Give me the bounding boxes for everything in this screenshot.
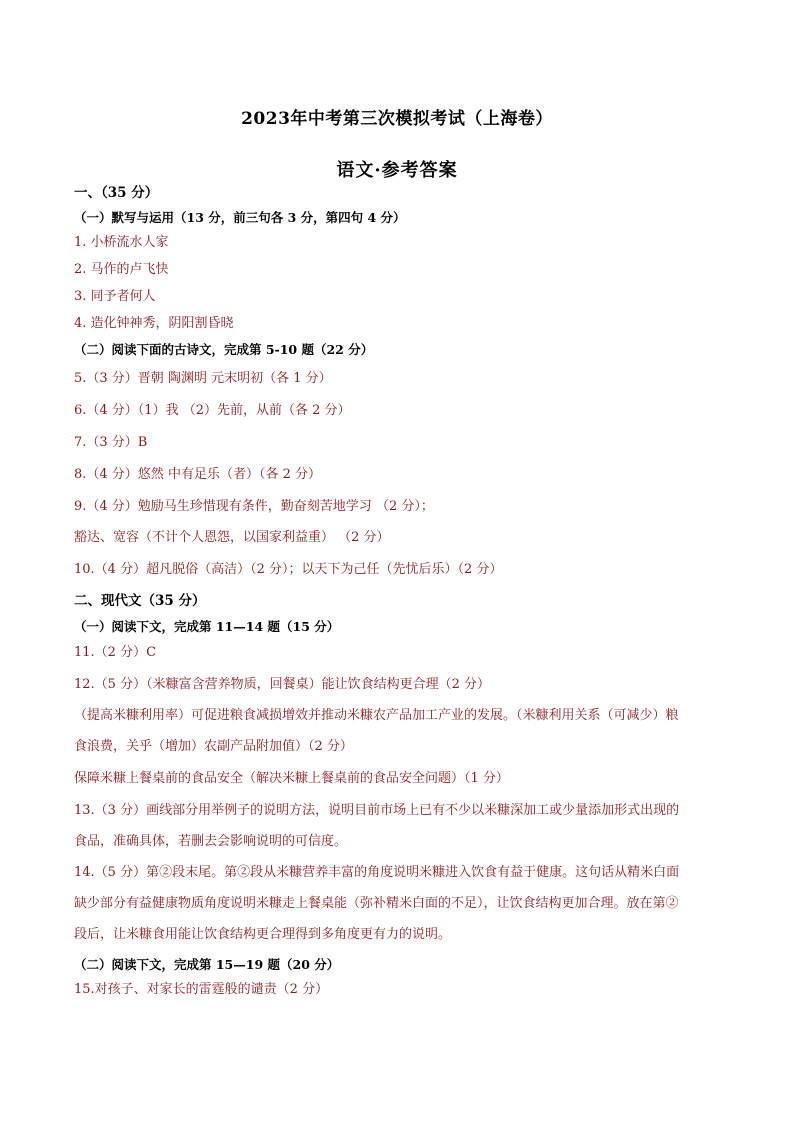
answer-line: 5.（3 分）晋朝 陶渊明 元末明初（各 1 分） <box>74 371 332 386</box>
answer-line: 食品，准确具体，若删去会影响说明的可信度。 <box>74 834 348 849</box>
answer-line: 6.（4 分）（1）我 （2）先前，从前（各 2 分） <box>74 403 351 418</box>
answer-line: 7.（3 分）B <box>74 435 148 450</box>
answer-line: （提高米糠利用率）可促进粮食减损增效并推动米糠农产品加工产业的发展。（米糠利用关系（可减少）粮 <box>74 708 679 723</box>
answer-line: 2. 马作的卢飞快 <box>74 262 169 277</box>
answer-line: 食浪费，关乎（增加）农副产品附加值）（2 分） <box>74 739 353 754</box>
answer-line: 13.（3 分）画线部分用举例子的说明方法，说明目前市场上已有不少以米糠深加工或少量添加形式出现的 <box>74 803 680 818</box>
answer-line: 3. 同予者何人 <box>74 289 156 304</box>
answer-line: 14.（5 分）第②段末尾。第②段从米糠营养丰富的角度说明米糠进入饮食有益于健康。这句话从精米白面 <box>74 865 680 880</box>
answer-line: 缺少部分有益健康物质角度说明米糠走上餐桌能（弥补精米白面的不足），让饮食结构更加合理。放在第② <box>74 896 679 911</box>
exam-title: 2023年中考第三次模拟考试（上海卷） <box>241 109 553 129</box>
answer-line: 12.（5 分）（米糠富含营养物质，回餐桌）能让饮食结构更合理（2 分） <box>74 677 490 692</box>
section-heading-two: 二、现代文（35 分） <box>74 593 206 609</box>
answer-line: 10.（4 分）超凡脱俗（高洁）（2 分）；以天下为己任（先忧后乐）（2 分） <box>74 562 503 577</box>
subsection-heading-modern-two: （二）阅读下文，完成第 15—19 题（20 分） <box>74 957 340 972</box>
answer-line: 9.（4 分）勉励马生珍惜现有条件，勤奋刻苦地学习 （2 分）； <box>74 499 434 514</box>
answer-line: 11.（2 分）C <box>74 645 157 660</box>
subsection-heading-modern: （一）阅读下文，完成第 11—14 题（15 分） <box>74 619 340 634</box>
answer-line: 8.（4 分）悠然 中有足乐（者）（各 2 分） <box>74 467 321 482</box>
answer-line: 段后，让米糠食用能让饮食结构更合理得到多角度更有力的说明。 <box>74 927 452 942</box>
subsection-heading-dictation: （一）默写与运用（13 分，前三句各 3 分，第四句 4 分） <box>74 210 406 225</box>
answer-line: 15.对孩子、对家长的雷霆般的谴责（2 分） <box>74 982 329 997</box>
answer-line: 豁达、宽容（不计个人恩怨，以国家利益重） （2 分） <box>74 530 390 545</box>
section-heading-one: 一、（35 分） <box>74 185 159 201</box>
answer-key-subtitle: 语文·参考答案 <box>336 160 458 181</box>
subsection-heading-classical: （二）阅读下面的古诗文，完成第 5-10 题（22 分） <box>74 342 374 357</box>
answer-line: 1. 小桥流水人家 <box>74 235 169 250</box>
answer-line: 4. 造化钟神秀，阴阳割昏晓 <box>74 316 234 331</box>
answer-line: 保障米糠上餐桌前的食品安全（解决米糠上餐桌前的食品安全问题）（1 分） <box>74 771 509 786</box>
